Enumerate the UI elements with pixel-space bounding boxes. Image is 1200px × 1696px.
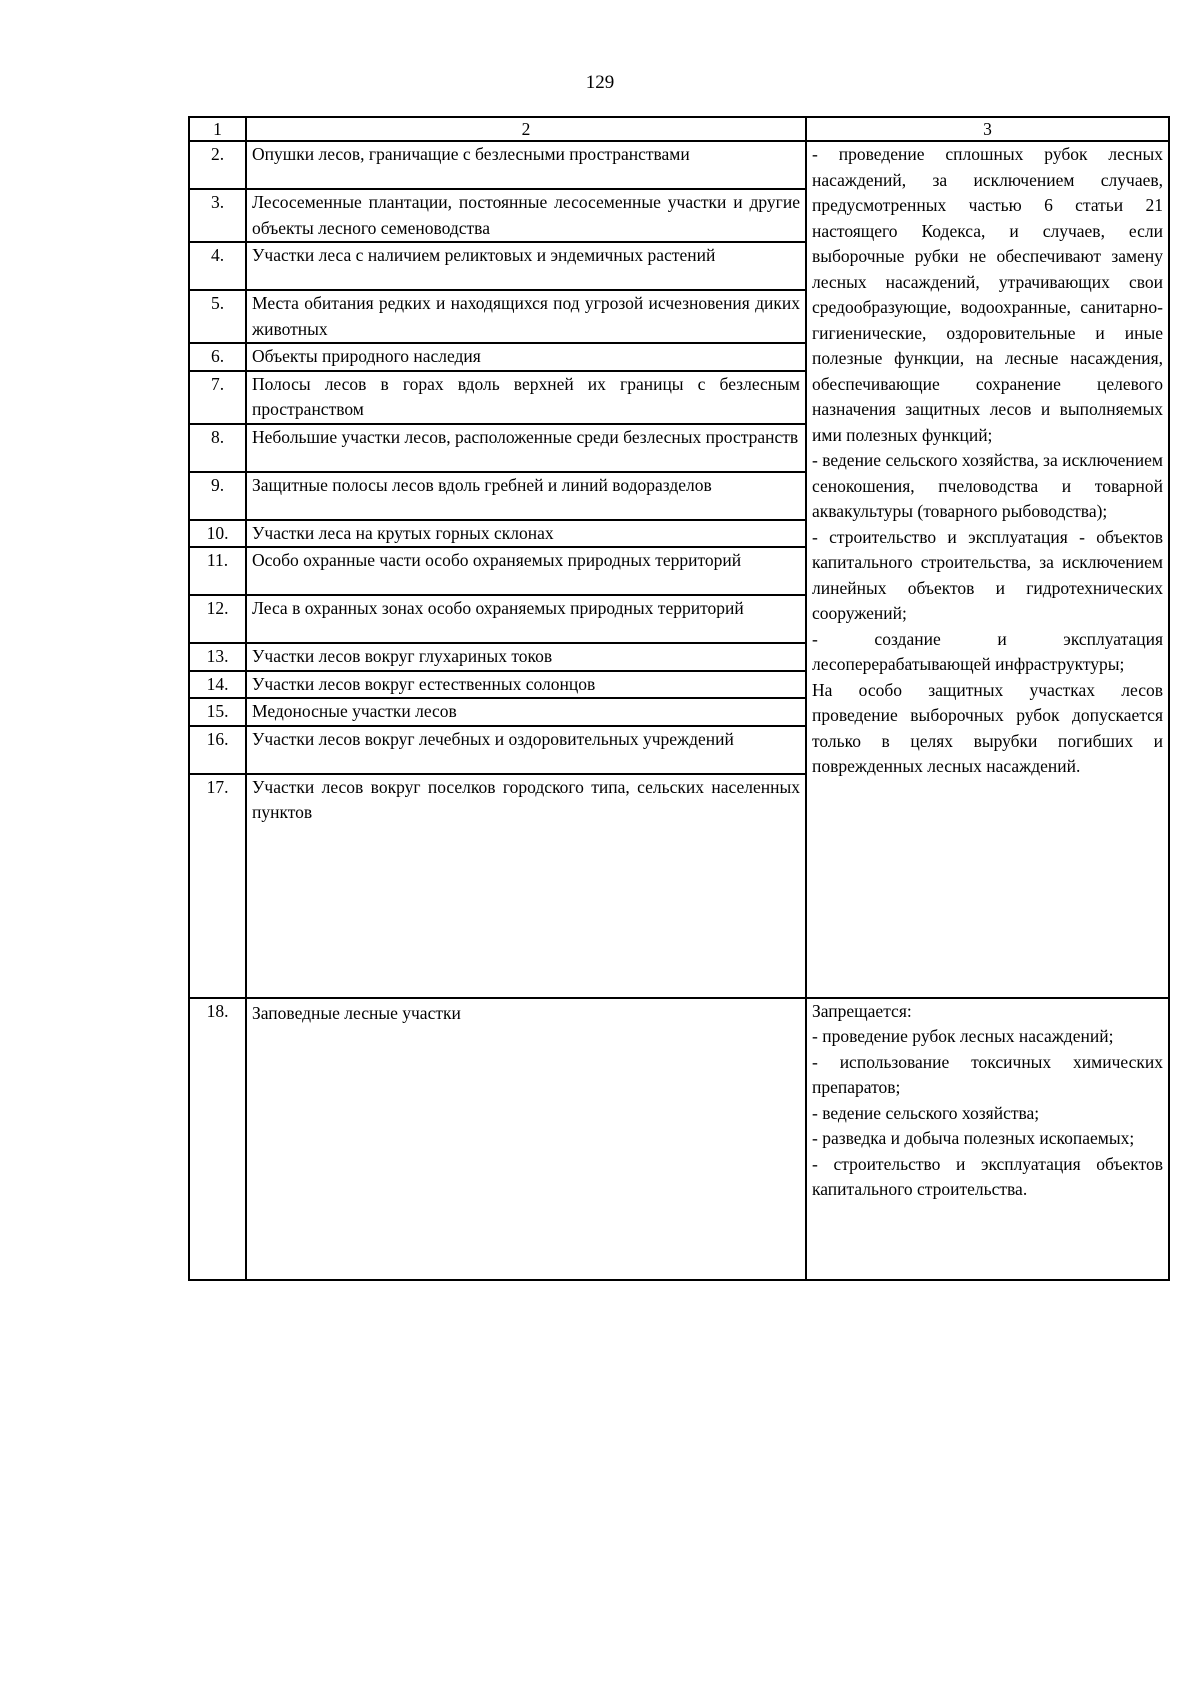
- row-category: Участки лесов вокруг глухариных токов: [246, 643, 806, 671]
- row-number: 12.: [189, 595, 246, 643]
- column-header-1: 1: [189, 117, 246, 141]
- row-number: 5.: [189, 290, 246, 343]
- row-category: Медоносные участки лесов: [246, 698, 806, 726]
- restriction-item: - строительство и эксплуатация - объектов капитального строительства, за исключением линейных объектов и гидротехнических сооружений;: [812, 526, 1163, 623]
- row-number: 13.: [189, 643, 246, 671]
- row-number: 7.: [189, 371, 246, 424]
- header-row: [189, 117, 1169, 141]
- table-body: [189, 117, 1169, 1280]
- row-number: 14.: [189, 671, 246, 699]
- prohibition-item: - строительство и эксплуатация объектов капитального строительства.: [812, 1153, 1163, 1199]
- row-category: Защитные полосы лесов вдоль гребней и линий водоразделов: [246, 472, 806, 520]
- restriction-item: - создание и эксплуатация лесоперерабатывающей инфраструктуры;: [812, 628, 1163, 674]
- table-row: [189, 998, 1169, 1280]
- restriction-item: На особо защитных участках лесов проведение выборочных рубок допускается только в целях вырубки погибших и поврежденных лесных насаждений.: [812, 679, 1163, 776]
- row-category: Объекты природного наследия: [246, 343, 806, 371]
- restriction-item: - проведение сплошных рубок лесных насаждений, за исключением случаев, предусмотренных частью 6 статьи 21 настоящего Кодекса, и случаев, если выборочные рубки не обеспечивают замену лесных насаждений, утрачивающих свои средообразующие, водоохранные, санитарно-гигиенические, оздоровительные и иные полезные функции, на лесные насаждения, обеспечивающие сохранение целевого назначения защитных лесов и выполняемых ими полезных функций;: [812, 144, 1163, 445]
- row-number: 10.: [189, 520, 246, 548]
- row-category: Полосы лесов в горах вдоль верхней их границы с безлесным пространством: [246, 371, 806, 424]
- row-number: 15.: [189, 698, 246, 726]
- prohibition-item: - проведение рубок лесных насаждений;: [812, 1026, 1114, 1046]
- row-category: Участки лесов вокруг естественных солонцов: [246, 671, 806, 699]
- row-category: Особо охранные части особо охраняемых природных территорий: [246, 547, 806, 595]
- row-category: Участки леса с наличием реликтовых и эндемичных растений: [246, 242, 806, 290]
- row-category: Заповедные лесные участки: [246, 998, 806, 1280]
- row-category: Опушки лесов, граничащие с безлесными пространствами: [246, 141, 806, 189]
- prohibition-item: - ведение сельского хозяйства;: [812, 1102, 1040, 1123]
- column-header-2: 2: [246, 117, 806, 141]
- row-category: Лесосеменные плантации, постоянные лесосеменные участки и другие объекты лесного семеноводства: [246, 189, 806, 242]
- row-category: Участки леса на крутых горных склонах: [246, 520, 806, 548]
- row-number: 8.: [189, 424, 246, 472]
- row-category: Небольшие участки лесов, расположенные среди безлесных пространств: [246, 424, 806, 472]
- row-number: 9.: [189, 472, 246, 520]
- row-category: Участки лесов вокруг поселков городского типа, сельских населенных пунктов: [246, 774, 806, 998]
- forest-protection-table: [188, 116, 1170, 1281]
- row-number: 4.: [189, 242, 246, 290]
- row-number: 6.: [189, 343, 246, 371]
- row-number: 16.: [189, 726, 246, 774]
- prohibition-item: Запрещается:: [812, 1000, 912, 1021]
- restrictions-cell: [806, 141, 1169, 998]
- row-category: Участки лесов вокруг лечебных и оздоровительных учреждений: [246, 726, 806, 774]
- row-category: Леса в охранных зонах особо охраняемых природных территорий: [246, 595, 806, 643]
- table-row: [189, 141, 1169, 189]
- restriction-item: - ведение сельского хозяйства, за исключением сенокошения, пчеловодства и товарной аквакультуры (товарного рыбоводства);: [812, 450, 1163, 521]
- page-number: 129: [585, 72, 615, 93]
- row-number: 17.: [189, 774, 246, 998]
- row-number: 18.: [189, 998, 246, 1280]
- column-header-3: 3: [806, 117, 1169, 141]
- prohibition-item: - разведка и добыча полезных ископаемых;: [812, 1128, 1135, 1148]
- prohibition-item: - использование токсичных химических препаратов;: [812, 1051, 1163, 1097]
- row-number: 3.: [189, 189, 246, 242]
- row-category: Места обитания редких и находящихся под угрозой исчезновения диких животных: [246, 290, 806, 343]
- row-number: 2.: [189, 141, 246, 189]
- row-number: 11.: [189, 547, 246, 595]
- prohibitions-cell: [806, 998, 1169, 1280]
